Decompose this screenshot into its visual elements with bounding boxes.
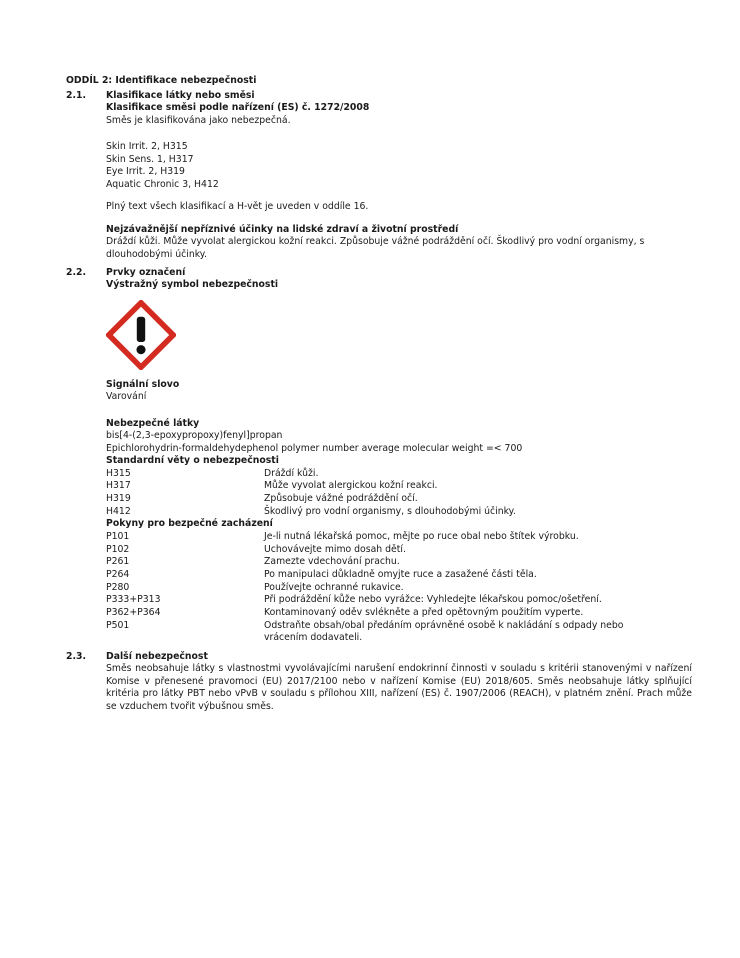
subsection-title: Další nebezpečnost — [106, 651, 208, 663]
precaution-code: P102 — [106, 543, 130, 555]
hazard-row — [106, 506, 692, 519]
hazard-code: H319 — [106, 492, 131, 504]
document-page — [66, 74, 692, 713]
precaution-row — [106, 607, 692, 620]
precaution-text: Uchovávejte mimo dosah dětí. — [264, 543, 406, 555]
hazard-code: H315 — [106, 467, 131, 479]
precaution-code: P261 — [106, 556, 130, 568]
effects-text: dlouhodobými účinky. — [106, 248, 207, 260]
classification-item: Skin Sens. 1, H317 — [106, 153, 194, 165]
precaution-row — [106, 544, 692, 557]
hazard-statements-title: Standardní věty o nebezpečnosti — [106, 455, 279, 466]
effects-title: Nejzávažnější nepříznivé účinky na lidské zdraví a životní prostředí — [106, 223, 459, 235]
precaution-code: P280 — [106, 581, 130, 593]
precaution-code: P333+P313 — [106, 594, 161, 606]
section-heading: ODDÍL 2: Identifikace nebezpečnosti — [66, 75, 257, 86]
hazard-text: Škodlivý pro vodní organismy, s dlouhodobými účinky. — [264, 505, 516, 517]
precaution-text: Kontaminovaný oděv svlékněte a před opětovným použitím vyperte. — [264, 607, 584, 619]
precaution-text: Je-li nutná lékařská pomoc, mějte po ruce obal nebo štítek výrobku. — [264, 530, 579, 542]
subsection-number: 2.1. — [66, 90, 87, 101]
precaution-text: Při podráždění kůže nebo vyrážce: Vyhledejte lékařskou pomoc/ošetření. — [264, 594, 602, 606]
precaution-row — [106, 569, 692, 582]
substances-title: Nebezpečné látky — [106, 417, 200, 429]
hazard-row — [106, 480, 692, 493]
precaution-list — [106, 531, 692, 645]
precaution-row — [106, 531, 692, 544]
hazard-row — [106, 468, 692, 481]
subsection-title: Prvky označení — [106, 267, 186, 278]
classification-item: Aquatic Chronic 3, H412 — [106, 178, 219, 190]
symbol-title: Výstražný symbol nebezpečnosti — [106, 279, 279, 290]
signal-word: Varování — [106, 391, 147, 402]
classified-statement: Směs je klasifikována jako nebezpečná. — [106, 114, 291, 126]
hazard-code: H317 — [106, 480, 131, 492]
fulltext-note: Plný text všech klasifikací a H-vět je uveden v oddíle 16. — [106, 201, 369, 212]
precaution-row — [106, 582, 692, 595]
hazard-text: Způsobuje vážné podráždění očí. — [264, 492, 418, 504]
precaution-code: P101 — [106, 530, 130, 542]
precaution-text: Po manipulaci důkladně omyjte ruce a zasažené části těla. — [264, 568, 537, 580]
subsection-title: Klasifikace látky nebo směsi — [106, 90, 255, 101]
precaution-row — [106, 594, 692, 607]
subsection-2-1-body — [106, 102, 692, 261]
substance-item: bis[4-(2,3-epoxypropoxy)fenyl]propan — [106, 430, 283, 441]
subsection-2-3-header — [66, 650, 692, 663]
subsection-2-3-body — [106, 663, 692, 713]
classification-item: Eye Irrit. 2, H319 — [106, 166, 185, 177]
exclamation-mark-diamond-icon — [106, 300, 176, 370]
hazard-text: Dráždí kůži. — [264, 467, 319, 479]
precaution-text: Zamezte vdechování prachu. — [264, 556, 400, 568]
precaution-title: Pokyny pro bezpečné zacházení — [106, 518, 273, 530]
subsection-number: 2.3. — [66, 651, 87, 663]
effects-text: Dráždí kůži. Může vyvolat alergickou kožní reakci. Způsobuje vážné podráždění očí. Škodlivý pro vodní organismy, s — [106, 236, 645, 247]
classification-item: Skin Irrit. 2, H315 — [106, 141, 188, 152]
subsection-2-2-header — [66, 266, 692, 279]
precaution-row — [106, 556, 692, 569]
precaution-text: Odstraňte obsah/obal předáním oprávněné osobě k nakládání s odpady nebo — [264, 619, 624, 631]
hazard-statements-list — [106, 468, 692, 519]
subsection-2-1-header — [66, 89, 692, 102]
subsection-number: 2.2. — [66, 267, 87, 278]
other-hazards-text: Směs neobsahuje látky s vlastnostmi vyvolávajícími narušení endokrinní činnosti v souladu s kritérii stanovenými v nařízení Komise v přenesené pravomoci (EU) 2017/2100 nebo v nařízení Komise (EU) 2018/605. Směs neobsahuje látky splňující kritéria pro látky PBT nebo vPvB v souladu s přílohou XIII, nařízení (ES) č. 1907/2006 (REACH), v platném znění. Prach může se vzduchem tvořit výbušnou směs. — [106, 663, 692, 712]
hazard-row — [106, 493, 692, 506]
substance-item: Epichlorohydrin-formaldehydephenol polymer number average molecular weight =< 700 — [106, 442, 523, 454]
classification-subtitle: Klasifikace směsi podle nařízení (ES) č. 1272/2008 — [106, 102, 370, 113]
precaution-code: P264 — [106, 568, 130, 580]
precaution-text-continued: vrácením dodavateli. — [264, 632, 363, 644]
precaution-text: Používejte ochranné rukavice. — [264, 581, 404, 593]
hazard-text: Může vyvolat alergickou kožní reakci. — [264, 480, 438, 492]
subsection-2-2-body — [106, 279, 692, 645]
precaution-code: P362+P364 — [106, 607, 161, 619]
precaution-code: P501 — [106, 619, 130, 631]
signal-title: Signální slovo — [106, 378, 180, 390]
precaution-row — [106, 620, 692, 633]
precaution-row — [106, 632, 692, 645]
hazard-code: H412 — [106, 505, 131, 517]
